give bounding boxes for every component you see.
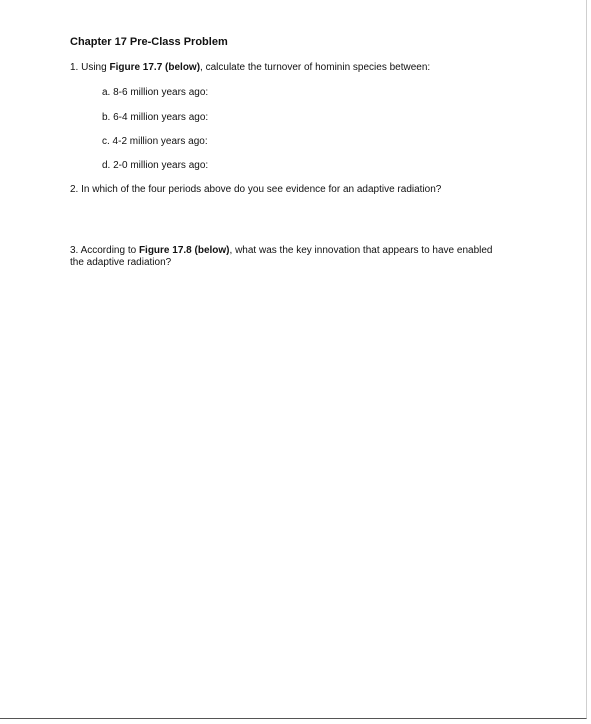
question-2: 2. In which of the four periods above do you see evidence for an adaptive radiation?	[70, 184, 442, 195]
page-title: Chapter 17 Pre-Class Problem	[70, 36, 228, 48]
question-1d: d. 2-0 million years ago:	[102, 160, 209, 171]
question-3-figure-ref: Figure 17.8 (below)	[138, 245, 230, 256]
question-1b: b. 6-4 million years ago:	[102, 112, 209, 123]
question-3	[70, 245, 530, 269]
question-1-figure-ref: Figure 17.7 (below)	[109, 62, 201, 73]
question-1-prefix: 1. Using	[70, 62, 110, 73]
question-3-prefix: 3. According to	[70, 245, 139, 256]
question-3-line-1	[70, 245, 530, 257]
question-1c: c. 4-2 million years ago:	[102, 136, 208, 147]
question-1-suffix: , calculate the turnover of hominin species between:	[200, 62, 431, 73]
question-3-line-2: the adaptive radiation?	[70, 257, 172, 268]
question-1	[70, 62, 430, 74]
question-1a: a. 8-6 million years ago:	[102, 87, 209, 98]
question-3-suffix: , what was the key innovation that appears to have enabled	[229, 245, 493, 256]
